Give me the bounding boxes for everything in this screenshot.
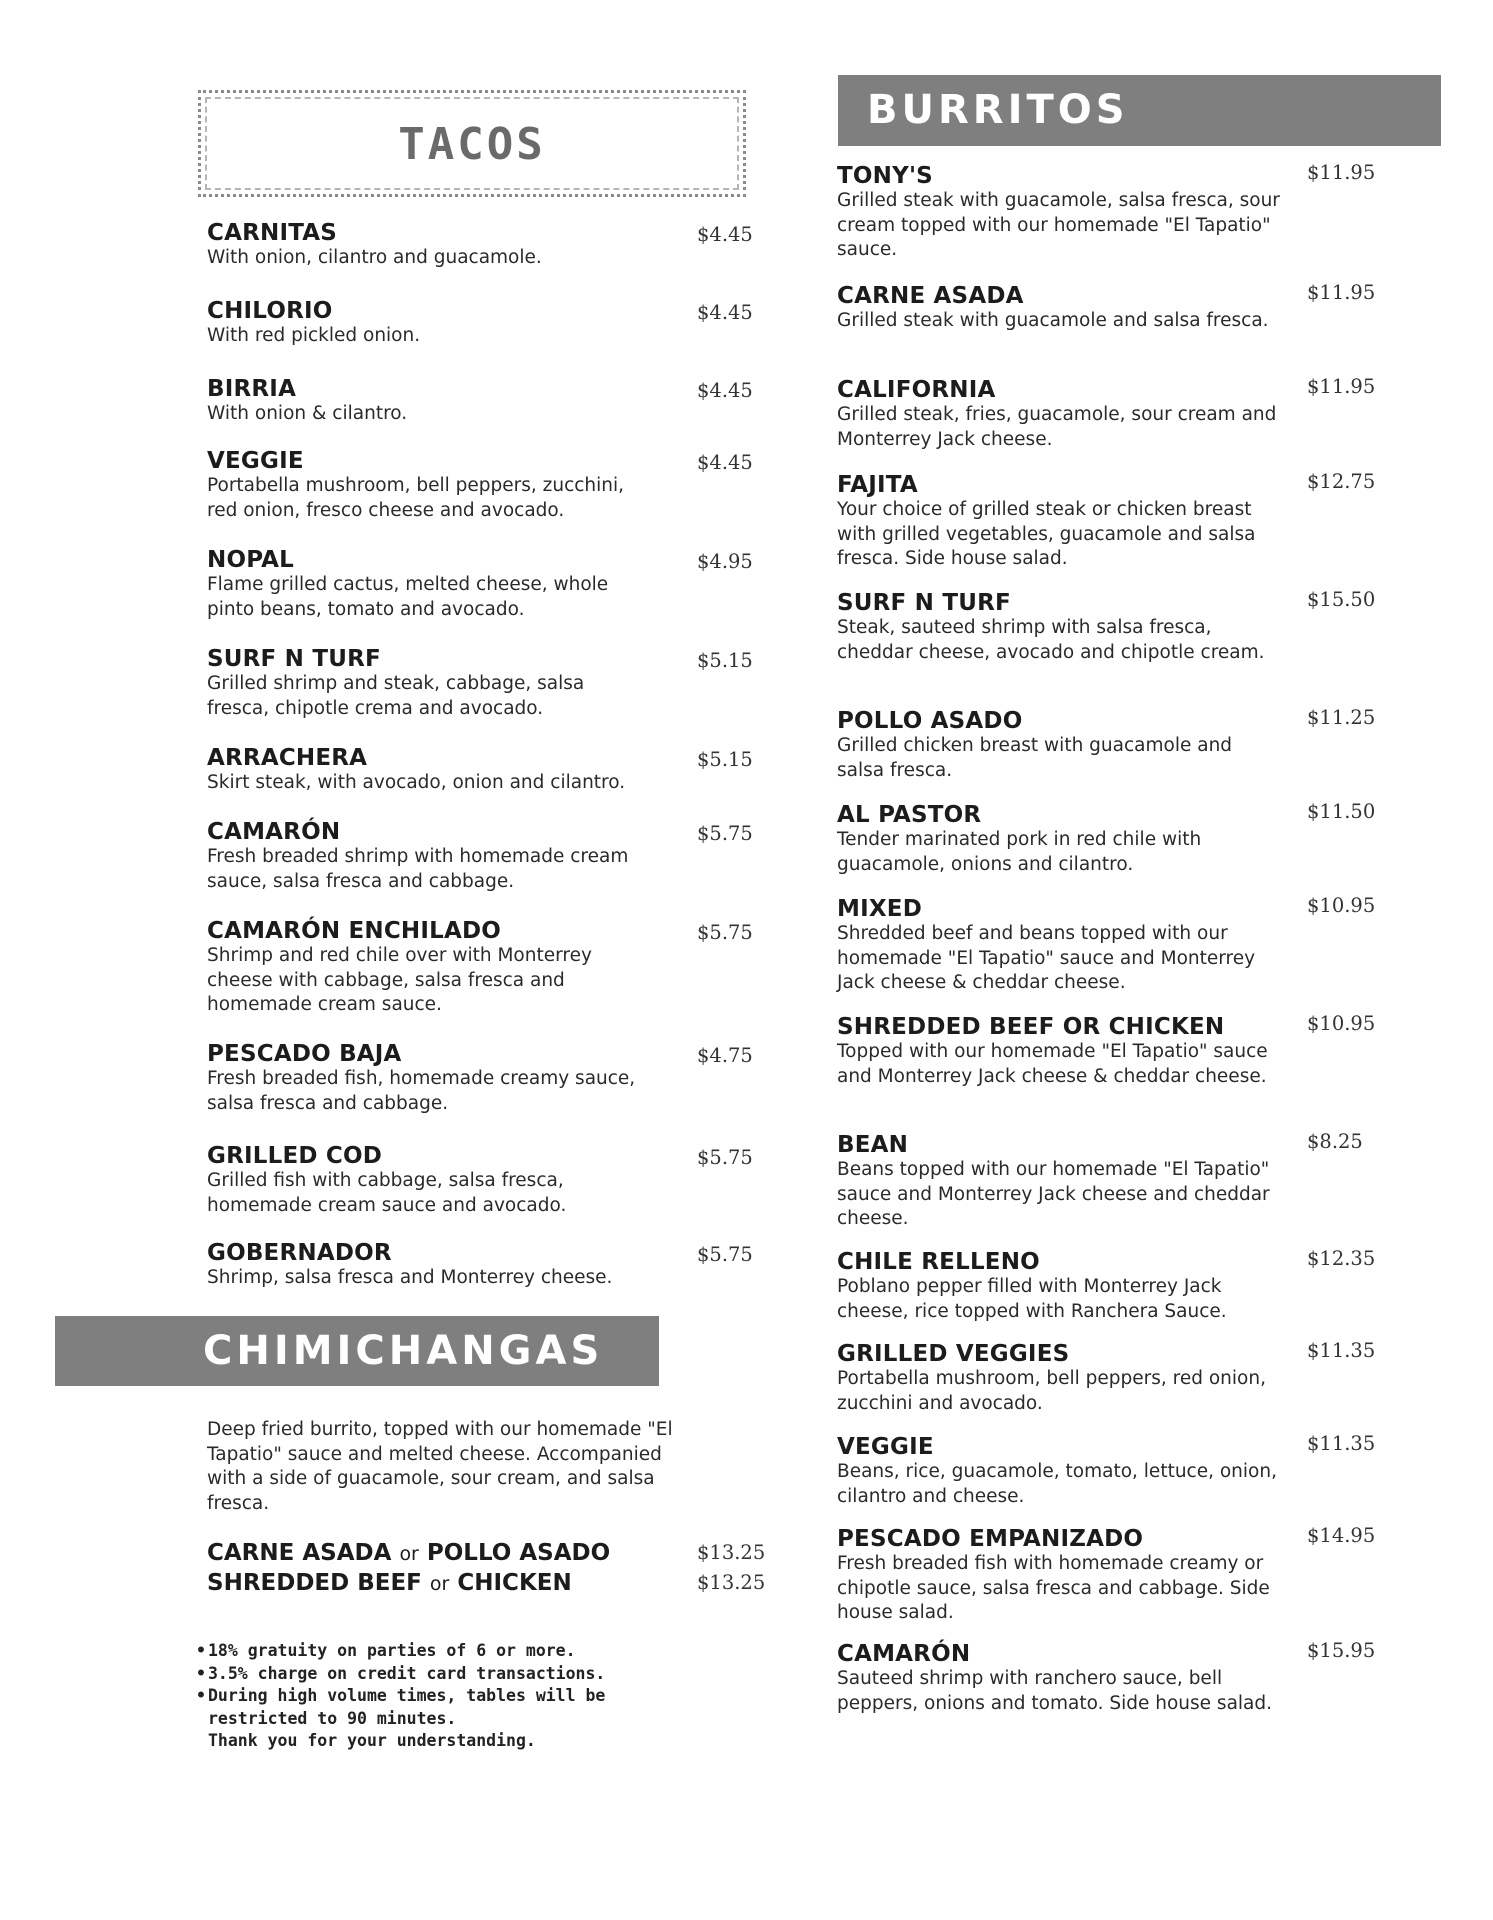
item-name: POLLO ASADO (837, 708, 1023, 734)
option-b: CHICKEN (457, 1570, 572, 1596)
item-price: $11.95 (1307, 161, 1376, 184)
menu-item (837, 1434, 1382, 1526)
item-description: Grilled fish with cabbage, salsa fresca, homemade cream sauce and avocado. (207, 1170, 567, 1216)
policy-notes (196, 1640, 696, 1753)
menu-item (207, 448, 752, 547)
option-b: POLLO ASADO (426, 1540, 611, 1566)
chimichanga-option (207, 1538, 767, 1568)
policy-note: • During high volume times, tables will be restricted to 90 minutes. (196, 1686, 606, 1728)
item-description: Grilled steak with guacamole and salsa fresca. (837, 310, 1269, 331)
item-name: VEGGIE (837, 1434, 934, 1460)
item-price: $11.35 (1307, 1339, 1376, 1362)
menu-item (207, 745, 752, 819)
tacos-list (207, 220, 752, 1300)
item-name: GRILLED COD (207, 1143, 382, 1169)
item-name: SURF N TURF (837, 590, 1011, 616)
item-description: Your choice of grilled steak or chicken breast with grilled vegetables, guacamole and salsa fresca. Side house salad. (837, 499, 1256, 569)
item-price: $4.45 (697, 379, 753, 402)
item-name: ARRACHERA (207, 745, 368, 771)
policy-closing: Thank you for your understanding. (208, 1731, 536, 1750)
item-description: Beans topped with our homemade "El Tapatio" sauce and Monterrey Jack cheese and cheddar cheese. (837, 1159, 1270, 1229)
option-or: or (399, 1543, 419, 1565)
item-description: Grilled chicken breast with guacamole and salsa fresca. (837, 735, 1233, 781)
item-description: Beans, rice, guacamole, tomato, lettuce, onion, cilantro and cheese. (837, 1461, 1277, 1507)
item-price: $14.95 (1307, 1524, 1376, 1547)
menu-item (207, 376, 752, 448)
item-description: Grilled shrimp and steak, cabbage, salsa fresca, chipotle crema and avocado. (207, 673, 585, 719)
item-description: Portabella mushroom, bell peppers, zucchini, red onion, fresco cheese and avocado. (207, 475, 625, 521)
menu-item (207, 298, 752, 376)
item-price: $15.50 (1307, 588, 1376, 611)
item-price: $8.25 (1307, 1130, 1363, 1153)
item-description: Fresh breaded fish, homemade creamy sauce, salsa fresca and cabbage. (207, 1068, 636, 1114)
item-name: SHREDDED BEEF OR CHICKEN (837, 1014, 1225, 1040)
item-description: With onion & cilantro. (207, 403, 408, 424)
option-price: $13.25 (697, 1571, 766, 1594)
item-description: Sauteed shrimp with ranchero sauce, bell peppers, onions and tomato. Side house salad. (837, 1668, 1273, 1714)
item-description: Shrimp, salsa fresca and Monterrey cheese. (207, 1267, 613, 1288)
item-name: FAJITA (837, 472, 918, 498)
item-description: Grilled steak, fries, guacamole, sour cream and Monterrey Jack cheese. (837, 404, 1277, 450)
item-price: $5.15 (697, 748, 753, 771)
menu-item (207, 918, 752, 1041)
item-name: CHILORIO (207, 298, 333, 324)
menu-item (207, 1240, 752, 1300)
item-description: Shredded beef and beans topped with our homemade "El Tapatio" sauce and Monterrey Jack cheese & cheddar cheese. (837, 923, 1256, 993)
item-name: PESCADO BAJA (207, 1041, 402, 1067)
item-description: Steak, sauteed shrimp with salsa fresca, cheddar cheese, avocado and chipotle cream. (837, 617, 1265, 663)
item-description: Fresh breaded shrimp with homemade cream sauce, salsa fresca and cabbage. (207, 846, 629, 892)
item-name: CAMARÓN (837, 1641, 971, 1667)
item-name: VEGGIE (207, 448, 304, 474)
menu-item (837, 1014, 1382, 1132)
menu-item (837, 802, 1382, 896)
burritos-banner (838, 75, 1441, 146)
menu-item (207, 1143, 752, 1240)
menu-item (207, 819, 752, 918)
item-name: BIRRIA (207, 376, 297, 402)
chimichangas-title: CHIMICHANGAS (203, 1328, 604, 1374)
item-price: $5.75 (697, 1146, 753, 1169)
item-name: CARNITAS (207, 220, 338, 246)
item-price: $10.95 (1307, 894, 1376, 917)
option-price: $13.25 (697, 1541, 766, 1564)
item-price: $12.75 (1307, 470, 1376, 493)
bullet-icon: • (196, 1663, 206, 1683)
item-name: CHILE RELLENO (837, 1249, 1040, 1275)
bullet-icon: • (196, 1686, 206, 1705)
menu-item (837, 472, 1382, 590)
chimichangas-banner (55, 1316, 659, 1386)
policy-note: • 3.5% charge on credit card transactions. (196, 1663, 696, 1686)
item-description: Topped with our homemade "El Tapatio" sauce and Monterrey Jack cheese & cheddar cheese. (837, 1041, 1268, 1087)
item-price: $11.50 (1307, 800, 1376, 823)
item-price: $12.35 (1307, 1247, 1376, 1270)
item-price: $10.95 (1307, 1012, 1376, 1035)
item-name: AL PASTOR (837, 802, 982, 828)
menu-item (207, 220, 752, 298)
option-a: CARNE ASADA (207, 1540, 392, 1566)
menu-item (837, 708, 1382, 802)
menu-item (837, 1526, 1382, 1641)
item-price: $11.95 (1307, 281, 1376, 304)
menu-item (207, 1041, 752, 1143)
item-price: $4.45 (697, 301, 753, 324)
policy-note: • 18% gratuity on parties of 6 or more. (196, 1640, 696, 1663)
item-name: CAMARÓN (207, 819, 341, 845)
item-description: With onion, cilantro and guacamole. (207, 247, 542, 268)
item-price: $5.15 (697, 649, 753, 672)
menu-item (207, 646, 752, 745)
burritos-title: BURRITOS (867, 87, 1129, 133)
item-price: $4.45 (697, 451, 753, 474)
item-name: GRILLED VEGGIES (837, 1341, 1070, 1367)
tacos-header-frame (198, 90, 746, 197)
item-description: Flame grilled cactus, melted cheese, whole pinto beans, tomato and avocado. (207, 574, 609, 620)
menu-item (837, 1341, 1382, 1434)
item-price: $4.45 (697, 223, 753, 246)
item-name: CAMARÓN ENCHILADO (207, 918, 502, 944)
item-description: Poblano pepper filled with Monterrey Jack cheese, rice topped with Ranchera Sauce. (837, 1276, 1227, 1322)
menu-item (837, 283, 1382, 377)
item-price: $5.75 (697, 1243, 753, 1266)
menu-item (837, 163, 1382, 283)
option-a: SHREDDED BEEF (207, 1570, 422, 1596)
menu-item (207, 547, 752, 646)
item-description: Grilled steak with guacamole, salsa fresca, sour cream topped with our homemade "El Tapatio" sauce. (837, 190, 1280, 260)
item-name: MIXED (837, 896, 922, 922)
item-price: $5.75 (697, 822, 753, 845)
menu-item (837, 590, 1382, 708)
item-price: $11.25 (1307, 706, 1376, 729)
item-description: Fresh breaded fish with homemade creamy or chipotle sauce, salsa fresca and cabbage. Side house salad. (837, 1553, 1270, 1623)
item-price: $5.75 (697, 921, 753, 944)
menu-item (837, 1132, 1382, 1249)
item-name: PESCADO EMPANIZADO (837, 1526, 1144, 1552)
item-name: SURF N TURF (207, 646, 381, 672)
option-or: or (429, 1573, 450, 1595)
tacos-title: TACOS (398, 119, 546, 170)
item-name: GOBERNADOR (207, 1240, 392, 1266)
item-name: CALIFORNIA (837, 377, 996, 403)
item-name: BEAN (837, 1132, 909, 1158)
menu-item (837, 377, 1382, 472)
item-description: With red pickled onion. (207, 325, 421, 346)
item-name: CARNE ASADA (837, 283, 1024, 309)
item-price: $15.95 (1307, 1639, 1376, 1662)
menu-item (837, 1249, 1382, 1341)
item-description: Portabella mushroom, bell peppers, red onion, zucchini and avocado. (837, 1368, 1266, 1414)
menu-item (837, 896, 1382, 1014)
item-price: $11.35 (1307, 1432, 1376, 1455)
menu-item (837, 1641, 1382, 1741)
item-price: $11.95 (1307, 375, 1376, 398)
item-name: TONY'S (837, 163, 933, 189)
item-description: Skirt steak, with avocado, onion and cilantro. (207, 772, 626, 793)
burritos-list (837, 163, 1382, 1741)
bullet-icon: • (196, 1641, 206, 1660)
item-name: NOPAL (207, 547, 295, 573)
item-price: $4.75 (697, 1044, 753, 1067)
chimichangas-options (207, 1538, 767, 1598)
chimichangas-intro: Deep fried burrito, topped with our homemade "El Tapatio" sauce and melted cheese. Accompanied with a side of guacamole, sour cream, and salsa fresca. (207, 1419, 673, 1514)
item-price: $4.95 (697, 550, 753, 573)
item-description: Tender marinated pork in red chile with guacamole, onions and cilantro. (837, 829, 1202, 875)
chimichanga-option (207, 1568, 767, 1598)
item-description: Shrimp and red chile over with Monterrey cheese with cabbage, salsa fresca and homemade cream sauce. (207, 945, 592, 1015)
